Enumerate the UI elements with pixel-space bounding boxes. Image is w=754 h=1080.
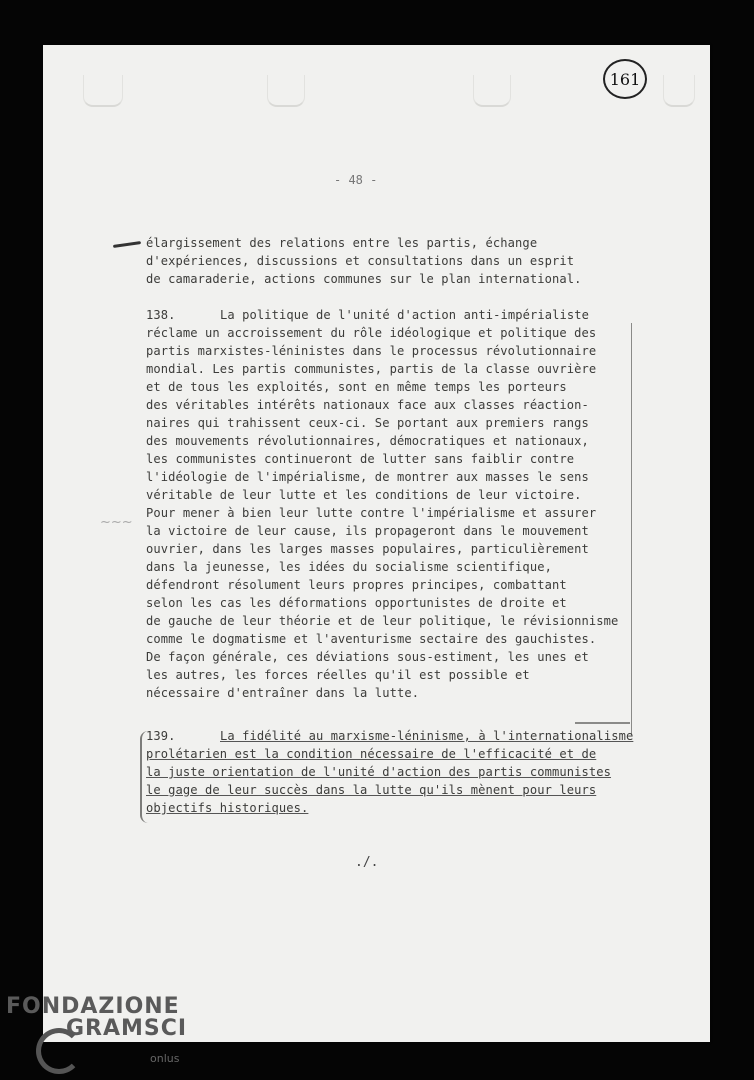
text-line: partis marxistes-léninistes dans le processus révolutionnaire xyxy=(146,344,597,358)
text-line: Pour mener à bien leur lutte contre l'impérialisme et assurer xyxy=(146,506,597,520)
punch-hole-mark xyxy=(83,75,123,107)
text-line: mondial. Les partis communistes, partis de la classe ouvrière xyxy=(146,362,597,376)
watermark-line2: GRAMSCI xyxy=(66,1016,188,1041)
text-line: d'expériences, discussions et consultations dans un esprit xyxy=(146,254,575,268)
text-line: les communistes continueront de lutter sans faiblir contre xyxy=(146,452,575,466)
text-line: la juste orientation de l'unité d'action des partis communistes xyxy=(146,765,612,779)
folio-number: 161 xyxy=(603,59,647,99)
text-line: des mouvements révolutionnaires, démocratiques et nationaux, xyxy=(146,434,589,448)
text-line: élargissement des relations entre les partis, échange xyxy=(146,236,538,250)
margin-bracket xyxy=(623,323,632,735)
watermark-suffix: onlus xyxy=(150,1052,180,1065)
margin-pencil-mark xyxy=(113,241,141,248)
gramsci-logo-icon xyxy=(36,1028,82,1074)
punch-hole-mark xyxy=(663,75,695,107)
watermark-line1: FONDAZIONE xyxy=(6,994,180,1019)
paragraph-number: 138. xyxy=(146,308,176,322)
text-line: prolétarien est la condition nécessaire de l'efficacité et de xyxy=(146,747,597,761)
text-line: et de tous les exploités, sont en même temps les porteurs xyxy=(146,380,567,394)
text-line: comme le dogmatisme et l'aventurisme sectaire des gauchistes. xyxy=(146,632,597,646)
text-line: la victoire de leur cause, ils propageront dans le mouvement xyxy=(146,524,589,538)
paragraph-139-first-line: 139. La fidélité au marxisme-léninisme, à l'internationalisme xyxy=(146,729,634,743)
paragraph-number: 139. xyxy=(146,729,176,743)
continuation-mark: ./. xyxy=(355,855,379,870)
text-line: selon les cas les déformations opportunistes de droite et xyxy=(146,596,567,610)
text-line: ouvrier, dans les larges masses populaires, particulièrement xyxy=(146,542,589,556)
text-line: nécessaire d'entraîner dans la lutte. xyxy=(146,686,420,700)
text-line: dans la jeunesse, les idées du socialisme scientifique, xyxy=(146,560,552,574)
page-number: - 48 - xyxy=(334,173,378,187)
text-line: naires qui trahissent ceux-ci. Se portant aux premiers rangs xyxy=(146,416,589,430)
text-line: les autres, les forces réelles qu'il est possible et xyxy=(146,668,530,682)
punch-hole-mark xyxy=(267,75,305,107)
text-line: de gauche de leur théorie et de leur politique, le révisionnisme xyxy=(146,614,619,628)
margin-squiggle-icon: ~~~ xyxy=(100,515,133,530)
text-line: véritable de leur lutte et les conditions de leur victoire. xyxy=(146,488,582,502)
text-line: défendront résolument leurs propres principes, combattant xyxy=(146,578,567,592)
text-line: l'idéologie de l'impérialisme, de montrer aux masses le sens xyxy=(146,470,589,484)
text-line: De façon générale, ces déviations sous-estiment, les unes et xyxy=(146,650,589,664)
text-line: objectifs historiques. xyxy=(146,801,309,815)
document-page xyxy=(43,45,710,1042)
text-line: des véritables intérêts nationaux face aux classes réaction- xyxy=(146,398,589,412)
punch-hole-mark xyxy=(473,75,511,107)
text-line: de camaraderie, actions communes sur le plan international. xyxy=(146,272,582,286)
margin-bracket-foot xyxy=(575,722,630,724)
paragraph-138-first-line: 138. La politique de l'unité d'action anti-impérialiste xyxy=(146,308,590,322)
text-line: réclame un accroissement du rôle idéologique et politique des xyxy=(146,326,597,340)
archive-watermark xyxy=(6,996,187,1040)
text-line: le gage de leur succès dans la lutte qu'ils mènent pour leurs xyxy=(146,783,597,797)
